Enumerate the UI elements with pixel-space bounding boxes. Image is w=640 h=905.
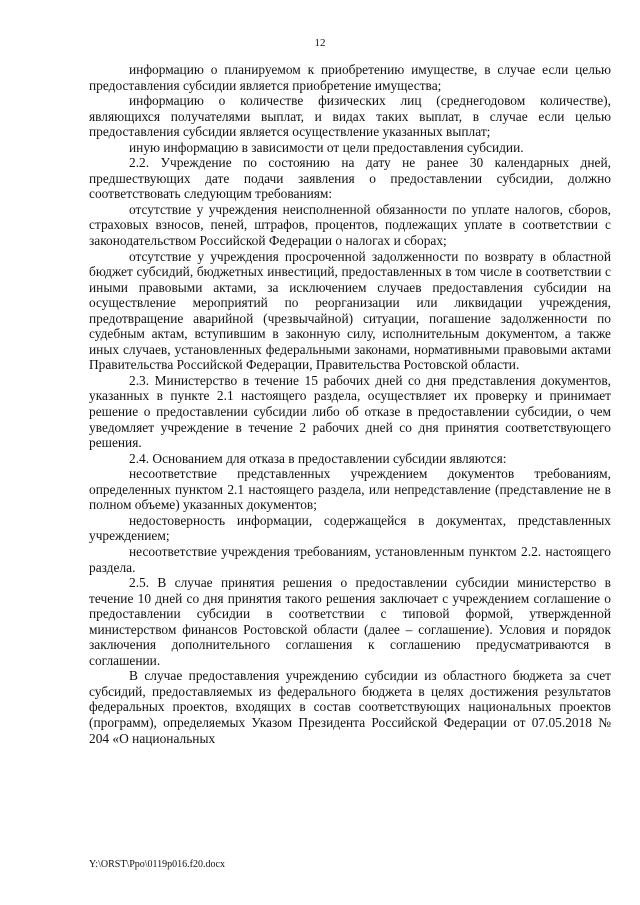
- paragraph: несоответствие представленных учреждением документов требованиям, определенных пунктом 2.1 настоящего раздела, или непредставление (представление не в полном объеме) указанных документов;: [89, 466, 611, 513]
- paragraph: отсутствие у учреждения неисполненной обязанности по уплате налогов, сборов, страховых взносов, пеней, штрафов, процентов, подлежащих уплате в соответствии с законодательством Российской Федерации о налогах и сборах;: [89, 201, 611, 249]
- paragraph: отсутствие у учреждения просроченной задолженности по возврату в областной бюджет субсидий, бюджетных инвестиций, предоставленных в том числе в соответствии с иными правовыми актами, за исключением случаев предоставления субсидии на осуществление мероприятий по реорганизации или ликвидации учреждения, предотвращение аварийной (чрезвычайной) ситуации, погашение задолженности по судебным актам, вступившим в законную силу, исполнительным документом, а также иных случаев, установленных федеральными законами, нормативными правовыми актами Правительства Российской Федерации, Правительства Ростовской области.: [89, 248, 611, 373]
- document-body: [89, 62, 611, 746]
- paragraph: информацию о планируемом к приобретению имуществе, в случае если целью предоставления субсидии является приобретение имущества;: [89, 62, 611, 93]
- paragraph: несоответствие учреждения требованиям, установленным пунктом 2.2. настоящего раздела.: [89, 543, 611, 575]
- paragraph: 2.4. Основанием для отказа в предоставлении субсидии являются:: [129, 450, 507, 466]
- page-number: 12: [314, 37, 326, 49]
- paragraph: информацию о количестве физических лиц (среднегодовом количестве), являющихся получателями выплат, и видах таких выплат, в случае если целью предоставления субсидии является осуществление указанных выплат;: [89, 93, 611, 140]
- paragraph: 2.5. В случае принятия решения о предоставлении субсидии министерство в течение 10 дней со дня принятия такого решения заключает с учреждением соглашение о предоставлении субсидии в соответствии с типовой формой, утвержденной министерством финансов Ростовской области (далее – соглашение). Условия и порядок заключения дополнительного соглашения к соглашению предусматриваются в соглашении.: [89, 575, 611, 668]
- paragraph: 2.2. Учреждение по состоянию на дату не ранее 30 календарных дней, предшествующих дате подачи заявления о предоставлении субсидии, должно соответствовать следующим требованиям:: [89, 155, 611, 202]
- file-path-footer: Y:\ORST\Ppo\0119p016.f20.docx: [89, 859, 225, 870]
- paragraph: В случае предоставления учреждению субсидии из областного бюджета за счет субсидий, предоставляемых из федерального бюджета в целях достижения результатов федеральных проектов, входящих в состав соответствующих национальных проектов (программ), определяемых Указом Президента Российской Федерации от 07.05.2018 № 204 «О национальных: [89, 668, 611, 746]
- paragraph: иную информацию в зависимости от цели предоставления субсидии.: [129, 139, 524, 155]
- paragraph: 2.3. Министерство в течение 15 рабочих дней со дня представления документов, указанных в пункте 2.1 настоящего раздела, осуществляет их проверку и принимает решение о предоставлении субсидии либо об отказе в предоставлении субсидии, о чем уведомляет учреждение в течение 2 рабочих дней со дня принятия соответствующего решения.: [89, 372, 611, 451]
- paragraph: недостоверность информации, содержащейся в документах, представленных учреждением;: [89, 512, 611, 544]
